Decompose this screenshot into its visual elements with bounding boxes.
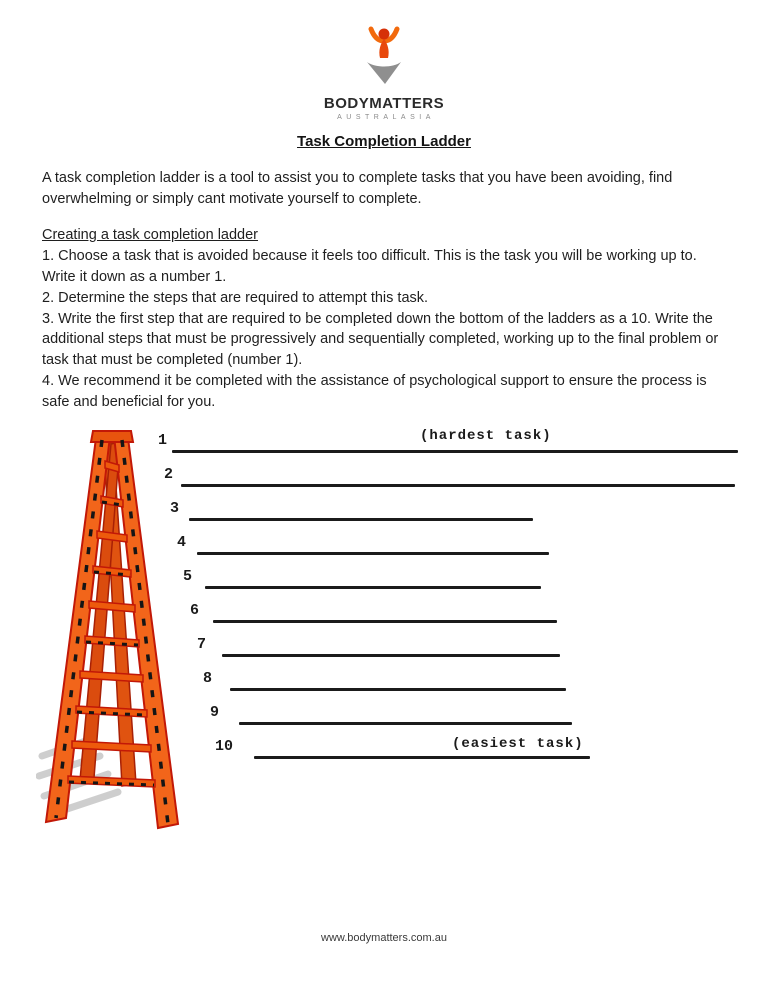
- step-1: 1. Choose a task that is avoided because it feels too difficult. This is the task you will be working up to. Write it down as a number 1.: [42, 247, 697, 285]
- page-title: Task Completion Ladder: [297, 133, 471, 150]
- rung-line-4: [197, 552, 549, 555]
- rung-number-7: 7: [197, 636, 207, 653]
- brand-name: BODYMATTERS: [323, 95, 445, 112]
- easiest-task-label: (easiest task): [452, 736, 584, 752]
- intro-paragraph: A task completion ladder is a tool to assist you to complete tasks that you have been avoiding, find overwhelming or simply cant motivate yourself to complete.: [42, 170, 673, 207]
- instructions-section: [42, 225, 722, 413]
- brand-subtitle: AUSTRALASIA: [337, 114, 435, 121]
- rung-number-3: 3: [170, 500, 180, 517]
- footer-url: www.bodymatters.com.au: [321, 932, 447, 944]
- step-4: 4. We recommend it be completed with the assistance of psychological support to ensure the process is safe and beneficial for you.: [42, 373, 707, 410]
- rung-line-2: [181, 484, 735, 487]
- rung-line-9: [239, 722, 572, 725]
- hardest-task-label: (hardest task): [420, 428, 552, 444]
- rung-number-5: 5: [183, 568, 193, 585]
- logo: [0, 26, 768, 121]
- rung-number-8: 8: [203, 670, 213, 687]
- rung-number-1: 1: [158, 432, 168, 449]
- bodymatters-figure-icon: [348, 26, 420, 88]
- rung-line-1: [172, 450, 738, 453]
- rung-line-7: [222, 654, 560, 657]
- rung-line-3: [189, 518, 533, 521]
- step-3: 3. Write the first step that are required to be completed down the bottom of the ladders as a 10. Write the additional steps that must be progressively and sequentially completed, working up to the final problem or task that must be completed (number 1).: [42, 310, 719, 369]
- rung-line-10: [254, 756, 590, 759]
- step-2: 2. Determine the steps that are required to attempt this task.: [42, 289, 429, 306]
- rung-number-2: 2: [164, 466, 174, 483]
- rung-number-6: 6: [190, 602, 200, 619]
- rung-line-8: [230, 688, 566, 691]
- ladder-worksheet: [0, 420, 768, 850]
- rung-number-9: 9: [210, 704, 220, 721]
- section-heading: Creating a task completion ladder: [42, 227, 259, 243]
- ladder-illustration-icon: [36, 426, 186, 838]
- rung-number-10: 10: [215, 738, 234, 755]
- rung-number-4: 4: [177, 534, 187, 551]
- rung-line-5: [205, 586, 541, 589]
- rung-line-6: [213, 620, 557, 623]
